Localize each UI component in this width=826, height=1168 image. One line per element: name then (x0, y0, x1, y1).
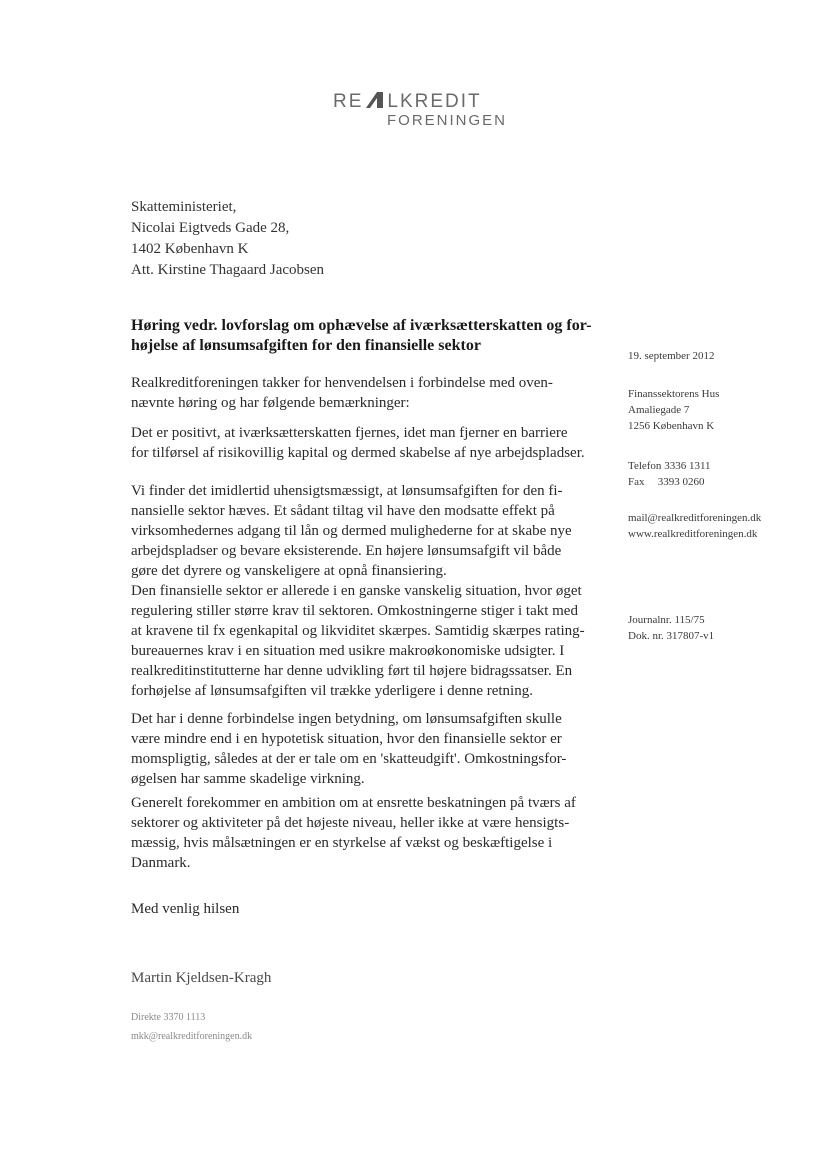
paragraph-5 (131, 709, 566, 789)
recipient-line: Skatteministeriet, (131, 199, 237, 215)
logo-line-2: FORENINGEN (387, 112, 508, 129)
signer-name: Martin Kjeldsen-Kragh (131, 970, 272, 986)
body-line: nansielle sektor hæves. Et sådant tiltag vil have den modsatte effekt på (131, 503, 555, 519)
sender-address (628, 386, 719, 434)
recipient-line: Att. Kirstine Thagaard Jacobsen (131, 262, 325, 278)
sender-address-line: Amaliegade 7 (628, 404, 690, 416)
logo-text-re: RE (333, 91, 364, 112)
body-line: Det har i denne forbindelse ingen betydning, om lønsumsafgiften skulle (131, 711, 562, 727)
sender-address-line: 1256 København K (628, 420, 715, 432)
paragraph-2 (131, 423, 585, 463)
body-line: gøre det dyrere og vanskeligere at opnå finansiering. (131, 563, 447, 579)
document-number: Dok. nr. 317807-v1 (628, 630, 715, 642)
phone-label: Telefon (628, 460, 662, 472)
body-line: bureauernes krav i en situation med usikre makroøkonomiske udsigter. I (131, 643, 565, 659)
subject-line: højelse af lønsumsafgiften for den finansielle sektor (131, 337, 481, 354)
fax-label: Fax (628, 476, 645, 488)
sender-email: mail@realkreditforeningen.dk (628, 512, 762, 524)
realkreditforeningen-logo (333, 91, 513, 136)
phone-number: 3336 1311 (664, 460, 711, 472)
recipient-address (131, 197, 324, 281)
body-line: forhøjelse af lønsumsafgiften vil trække yderligere i denne retning. (131, 683, 533, 699)
sender-address-line: Finanssektorens Hus (628, 388, 720, 400)
sender-phone-fax (628, 458, 711, 490)
subject-line: Høring vedr. lovforslag om ophævelse af iværksætterskatten og for- (131, 317, 592, 334)
recipient-line: 1402 København K (131, 241, 249, 257)
body-line: realkreditinstitutterne har denne udvikling ført til højere bidragssatser. En (131, 663, 573, 679)
body-line: arbejdspladser og bevare eksisterende. En højere lønsumsafgift vil både (131, 543, 562, 559)
signer-contact (131, 1008, 252, 1046)
sender-website: www.realkreditforeningen.dk (628, 528, 758, 540)
body-line: for tilførsel af risikovillig kapital og dermed skabelse af nye arbejdspladser. (131, 445, 585, 461)
body-line: virksomhedernes adgang til lån og dermed mulighederne for at skabe nye (131, 523, 572, 539)
signer-email: mkk@realkreditforeningen.dk (131, 1031, 253, 1042)
logo-mark-icon (365, 91, 385, 109)
logo-line-1 (333, 91, 482, 113)
sender-online (628, 510, 761, 542)
body-line: Danmark. (131, 855, 191, 871)
body-line: at kravene til fx egenkapital og likviditet skærpes. Samtidig skærpes rating- (131, 623, 585, 639)
paragraph-6 (131, 793, 576, 873)
letter-date: 19. september 2012 (628, 350, 715, 362)
body-line: momspligtig, således at der er tale om en 'skatteudgift'. Omkostningsfor- (131, 751, 567, 767)
recipient-line: Nicolai Eigtveds Gade 28, (131, 220, 290, 236)
body-line: Den finansielle sektor er allerede i en ganske vanskelig situation, hvor øget (131, 583, 582, 599)
paragraph-4 (131, 581, 585, 701)
body-line: nævnte høring og har følgende bemærkninger: (131, 395, 410, 411)
logo-text-lkredit: LKREDIT (387, 91, 482, 112)
closing-greeting: Med venlig hilsen (131, 901, 240, 917)
fax-number: 3393 0260 (657, 476, 705, 488)
body-line: være mindre end i en hypotetisk situation, hvor den finansielle sektor er (131, 731, 562, 747)
fax-line (628, 474, 711, 490)
body-line: Det er positivt, at iværksætterskatten fjernes, idet man fjerner en barriere (131, 425, 568, 441)
paragraph-3 (131, 481, 572, 581)
body-line: Realkreditforeningen takker for henvendelsen i forbindelse med oven- (131, 375, 553, 391)
letter-subject (131, 316, 591, 356)
body-line: Vi finder det imidlertid uhensigtsmæssigt, at lønsumsafgiften for den fi- (131, 483, 563, 499)
document-reference (628, 612, 714, 644)
journal-number: Journalnr. 115/75 (628, 614, 705, 626)
body-line: sektorer og aktiviteter på det højeste niveau, heller ikke at være hensigts- (131, 815, 570, 831)
body-line: Generelt forekommer en ambition om at ensrette beskatningen på tværs af (131, 795, 576, 811)
phone-line (628, 458, 711, 474)
paragraph-1 (131, 373, 553, 413)
body-line: øgelsen har samme skadelige virkning. (131, 771, 365, 787)
body-line: mæssig, hvis målsætningen er en styrkelse af vækst og beskæftigelse i (131, 835, 553, 851)
body-line: regulering stiller større krav til sektoren. Omkostningerne stiger i takt med (131, 603, 578, 619)
direct-phone: Direkte 3370 1113 (131, 1012, 206, 1023)
